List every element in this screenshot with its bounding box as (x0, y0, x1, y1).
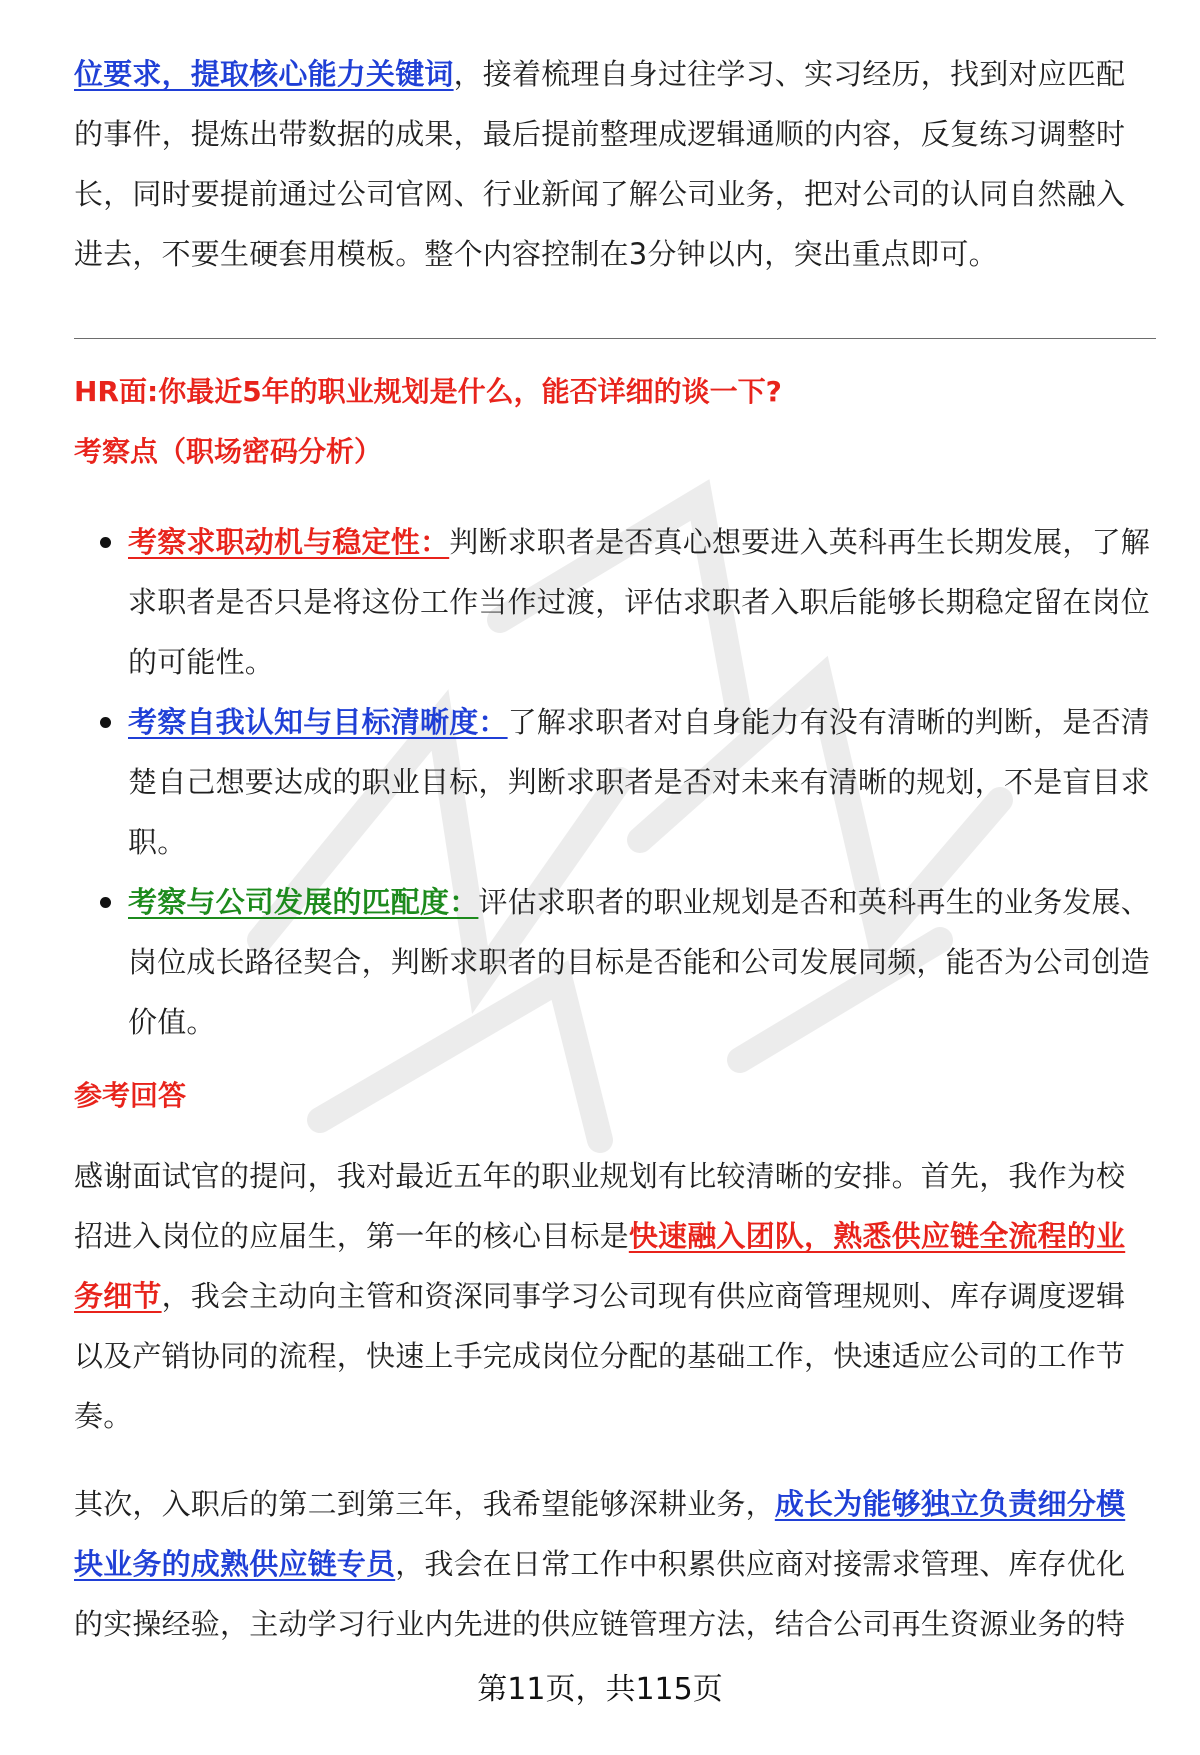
assessment-label: 考察与公司发展的匹配度： (128, 885, 479, 919)
answer-heading: 参考回答 (74, 1079, 187, 1112)
answer-text: 感谢面试官的提问，我对最近五年的职业规划有比较清晰的安排。首先，我作为校招进入岗位的应届生，第一年的核心目标是 (74, 1159, 1126, 1253)
assessment-heading: 考察点（职场密码分析） (74, 435, 383, 468)
assessment-label: 考察自我认知与目标清晰度： (128, 705, 508, 739)
answer-paragraph-1 (74, 1146, 1154, 1446)
section-divider (74, 338, 1156, 339)
answer-text: ，我会主动向主管和资深同事学习公司现有供应商管理规则、库存调度逻辑以及产销协同的流程，快速上手完成岗位分配的基础工作，快速适应公司的工作节奏。 (74, 1279, 1126, 1433)
bullet-icon (100, 537, 111, 548)
assessment-text: 判断求职者是否真心想要进入英科再生长期发展，了解求职者是否只是将这份工作当作过渡，评估求职者入职后能够长期稳定留在岗位的可能性。 (128, 525, 1151, 679)
list-item (74, 512, 1156, 692)
list-item (74, 872, 1156, 1052)
answer-text: 其次，入职后的第二到第三年，我希望能够深耕业务， (74, 1487, 775, 1521)
answer-highlight: 快速融入团队，熟悉供应链全流程的业务细节 (74, 1219, 1126, 1313)
question-heading: HR面:你最近5年的职业规划是什么，能否详细的谈一下? (74, 375, 782, 408)
intro-highlight: 位要求，提取核心能力关键词 (74, 57, 454, 91)
answer-text: ，我会在日常工作中积累供应商对接需求管理、库存优化的实操经验，主动学习行业内先进的供应链管理方法，结合公司再生资源业务的特 (74, 1547, 1126, 1641)
assessment-text: 评估求职者的职业规划是否和英科再生的业务发展、岗位成长路径契合，判断求职者的目标是否能和公司发展同频，能否为公司创造价值。 (128, 885, 1151, 1039)
intro-text: ，接着梳理自身过往学习、实习经历，找到对应匹配的事件，提炼出带数据的成果，最后提前整理成逻辑通顺的内容，反复练习调整时长，同时要提前通过公司官网、行业新闻了解公司业务，把对公司的认同自然融入进去，不要生硬套用模板。整个内容控制在3分钟以内，突出重点即可。 (74, 57, 1126, 271)
assessment-label: 考察求职动机与稳定性： (128, 525, 450, 559)
intro-paragraph (74, 44, 1154, 284)
assessment-list (74, 512, 1156, 1052)
list-item (74, 692, 1156, 872)
bullet-icon (100, 897, 111, 908)
assessment-text: 了解求职者对自身能力有没有清晰的判断，是否清楚自己想要达成的职业目标，判断求职者是否对未来有清晰的规划，不是盲目求职。 (128, 705, 1151, 859)
answer-paragraph-2 (74, 1474, 1154, 1654)
answer-highlight: 成长为能够独立负责细分模块业务的成熟供应链专员 (74, 1487, 1126, 1581)
page-number: 第11页，共115页 (477, 1672, 723, 1707)
bullet-icon (100, 717, 111, 728)
